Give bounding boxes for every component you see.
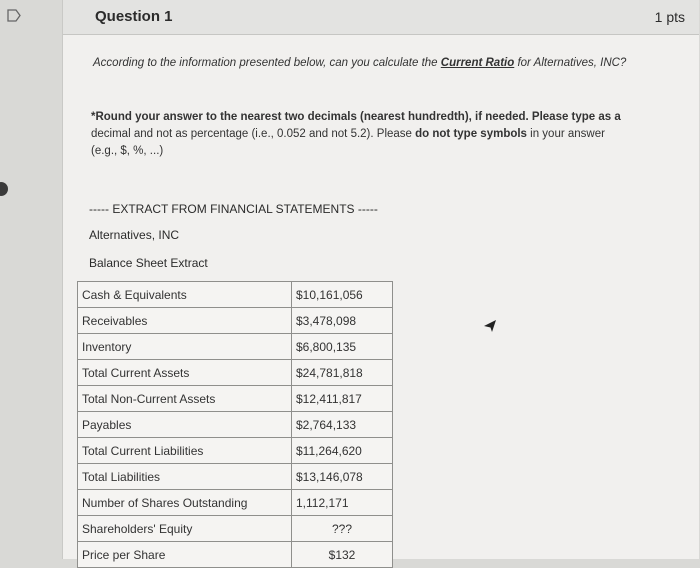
row-label: Number of Shares Outstanding (78, 490, 292, 516)
row-label: Total Current Assets (78, 360, 292, 386)
row-value: $132 (292, 542, 393, 568)
row-label: Inventory (78, 334, 292, 360)
table-row (78, 516, 393, 542)
row-value: $2,764,133 (292, 412, 393, 438)
table-row (78, 282, 393, 308)
table-row (78, 412, 393, 438)
current-ratio-term: Current Ratio (440, 57, 515, 69)
row-label: Receivables (78, 308, 292, 334)
no-symbols-emphasis: do not type symbols (415, 128, 527, 140)
table-row (78, 334, 393, 360)
table-row (78, 386, 393, 412)
row-label: Cash & Equivalents (78, 282, 292, 308)
note-line-1: *Round your answer to the nearest two decimals (nearest hundredth), if needed. Please type as a (91, 111, 621, 123)
row-value: 1,112,171 (292, 490, 393, 516)
question-header (63, 0, 699, 35)
table-row (78, 542, 393, 568)
sidebar-dot (0, 182, 8, 196)
row-value: $24,781,818 (292, 360, 393, 386)
table-row (78, 464, 393, 490)
row-label: Total Non-Current Assets (78, 386, 292, 412)
row-label: Price per Share (78, 542, 292, 568)
row-value: $6,800,135 (292, 334, 393, 360)
row-value: $10,161,056 (292, 282, 393, 308)
table-row (78, 438, 393, 464)
row-value: ??? (292, 516, 393, 542)
table-row (78, 360, 393, 386)
row-label: Total Current Liabilities (78, 438, 292, 464)
question-text: According to the information presented below, can you calculate the Current Ratio for Alternatives, INC? (93, 57, 627, 69)
question-panel (62, 0, 699, 562)
note-line-3: (e.g., $, %, ...) (91, 145, 164, 157)
sheet-title: Balance Sheet Extract (89, 256, 208, 270)
row-value: $12,411,817 (292, 386, 393, 412)
company-name: Alternatives, INC (89, 228, 180, 242)
question-title: Question 1 (95, 8, 173, 25)
row-label: Shareholders' Equity (78, 516, 292, 542)
row-label: Payables (78, 412, 292, 438)
flag-question-icon[interactable] (7, 9, 21, 22)
table-row (78, 308, 393, 334)
row-label: Total Liabilities (78, 464, 292, 490)
balance-sheet-table (77, 281, 393, 568)
row-value: $13,146,078 (292, 464, 393, 490)
instructions: *Round your answer to the nearest two decimals (nearest hundredth), if needed. Please type as a decimal and not as percentage (i.e., 0.052 and not 5.2). Please do not type symbols in your answer (e.g., $, %, ...) (91, 109, 626, 160)
extract-heading: ----- EXTRACT FROM FINANCIAL STATEMENTS ----- (89, 202, 378, 216)
row-value: $11,264,620 (292, 438, 393, 464)
table-row (78, 490, 393, 516)
question-points: 1 pts (654, 9, 685, 25)
mouse-cursor-icon (483, 319, 497, 333)
row-value: $3,478,098 (292, 308, 393, 334)
